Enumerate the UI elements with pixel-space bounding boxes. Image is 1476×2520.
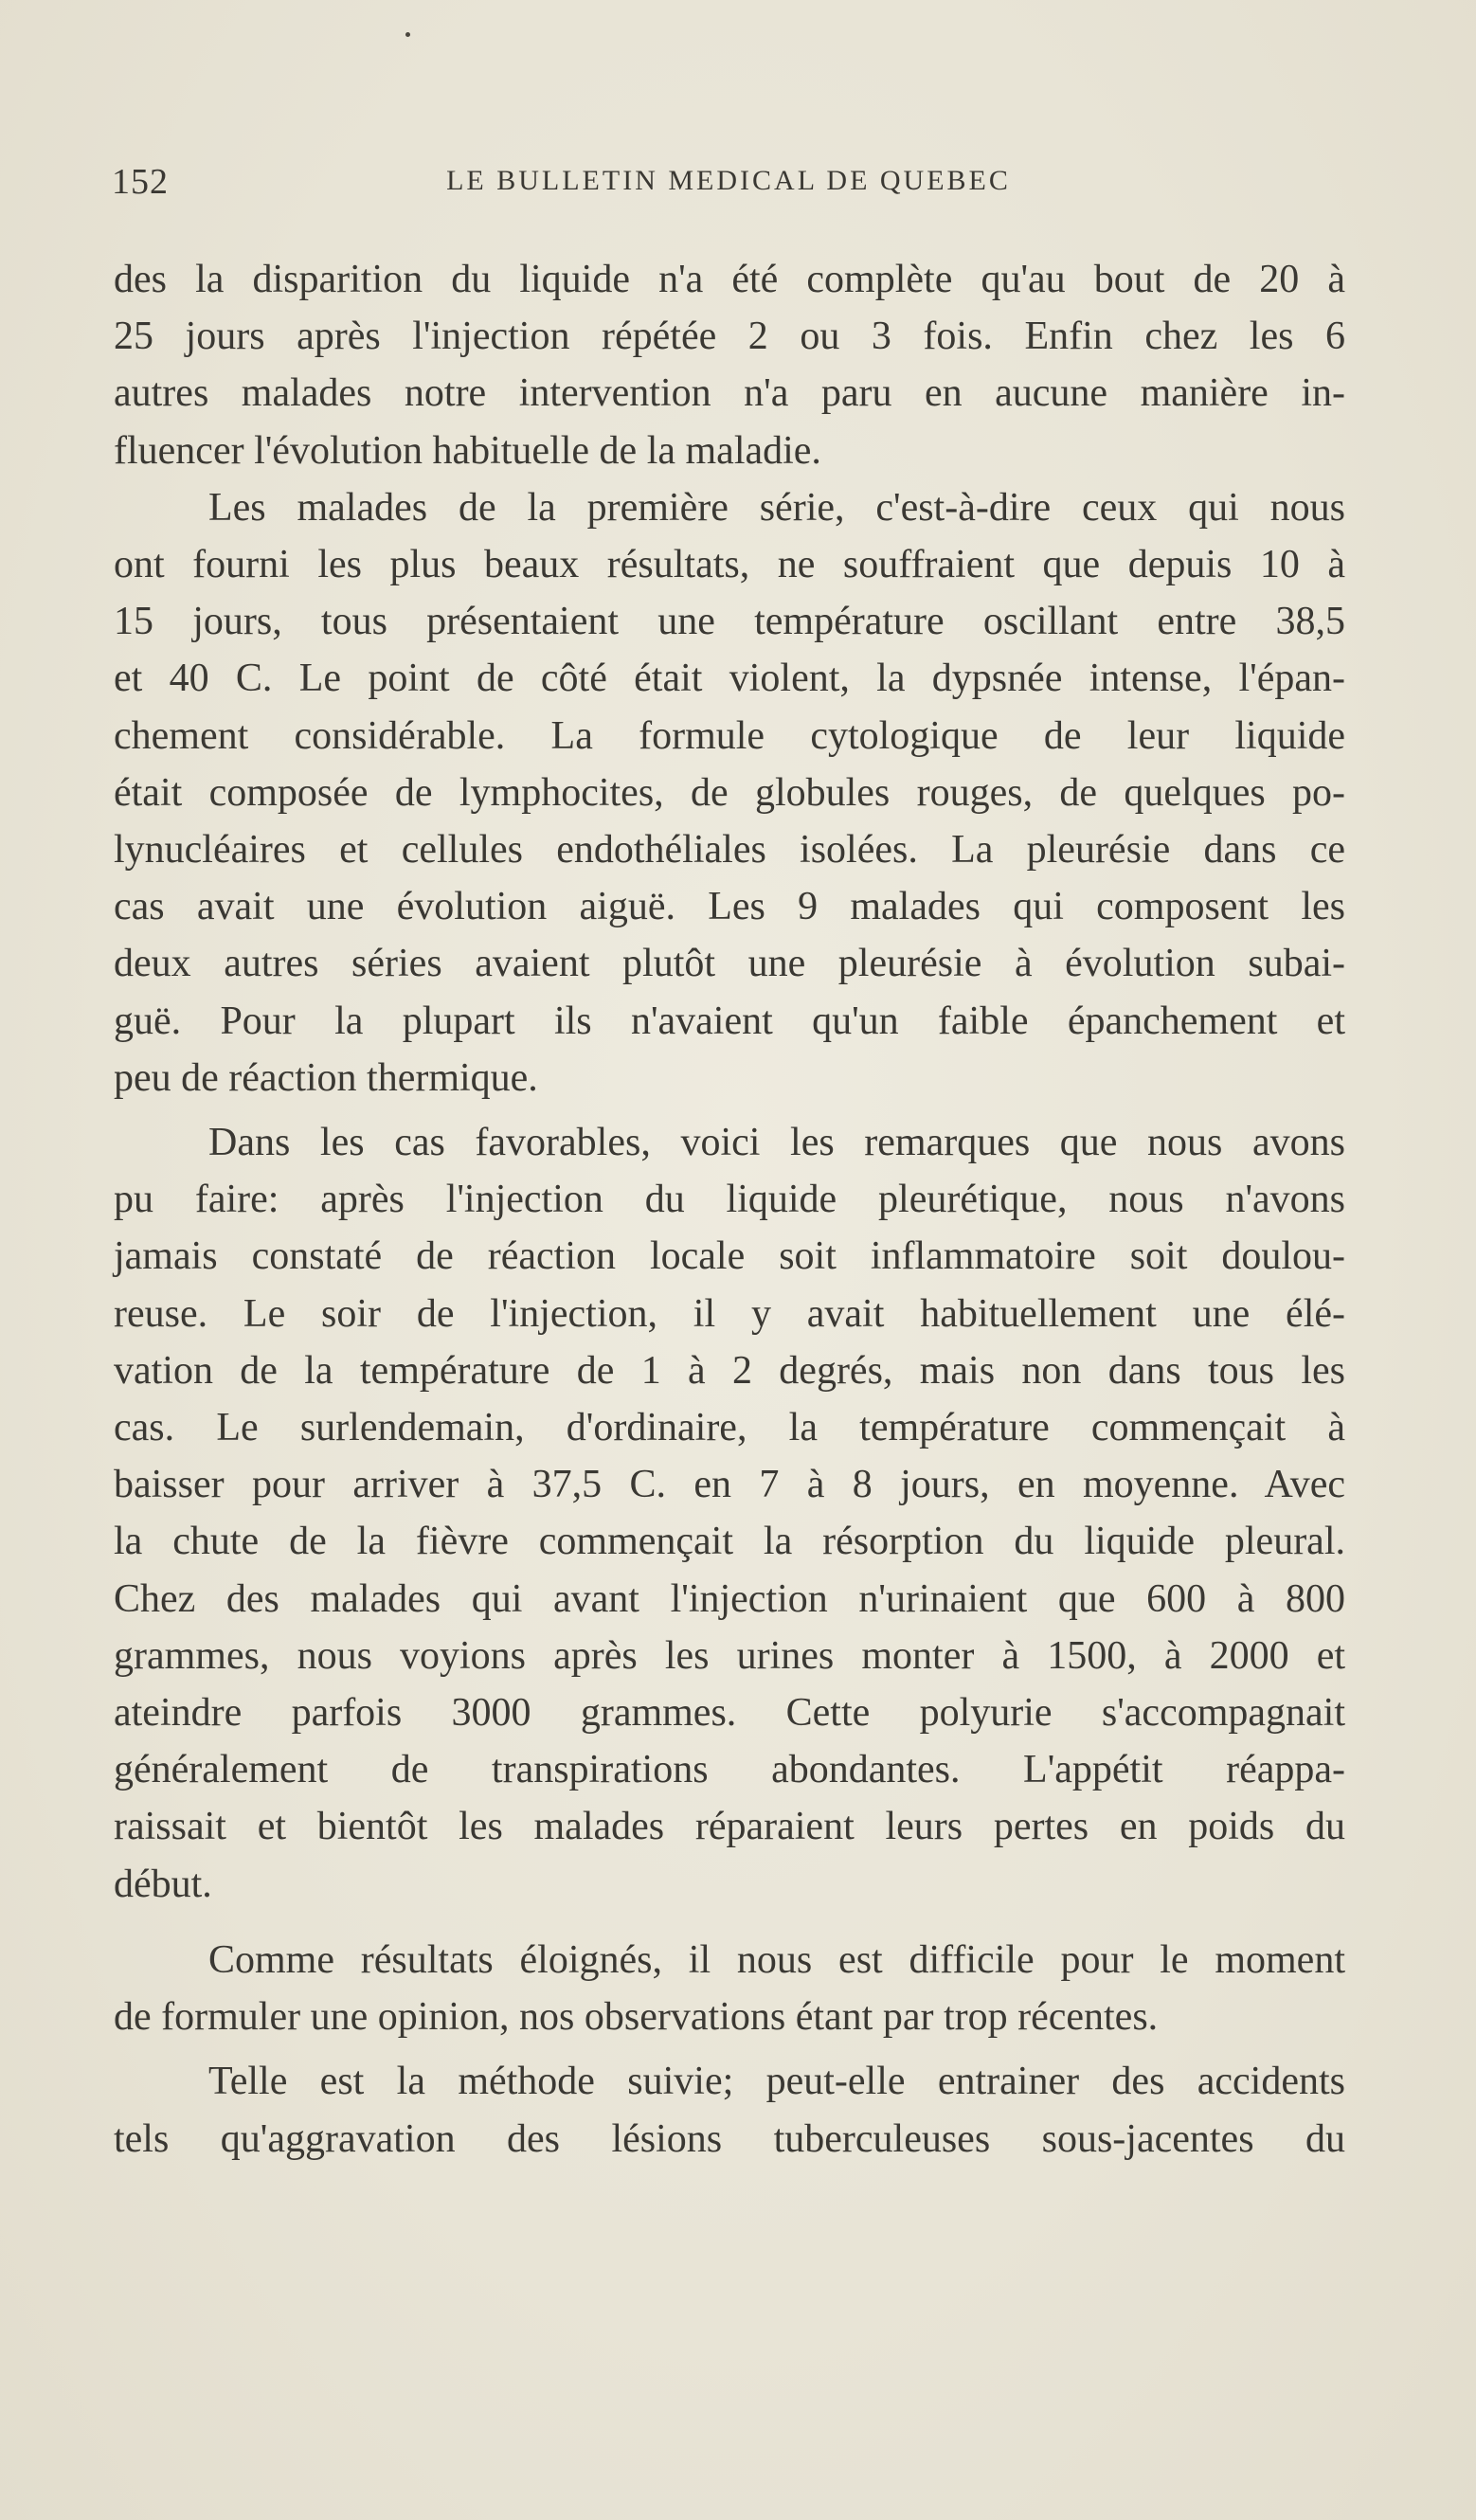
text-line: tels qu'aggravation des lésions tuberculeuses sous-jacentes du <box>114 2116 1345 2161</box>
text-line: la chute de la fièvre commençait la résorption du liquide pleural. <box>114 1520 1345 1564</box>
text-line: vation de la température de 1 à 2 degrés, mais non dans tous les <box>114 1348 1345 1393</box>
text-line: était composée de lymphocites, de globules rouges, de quelques po- <box>114 770 1345 815</box>
body-text <box>114 251 1345 2168</box>
text-line: grammes, nous voyions après les urines monter à 1500, à 2000 et <box>114 1633 1345 1678</box>
text-line: fluencer l'évolution habituelle de la maladie. <box>114 428 821 473</box>
paragraph-4 <box>114 1932 1345 2045</box>
text-line: 15 jours, tous présentaient une température oscillant entre 38,5 <box>114 600 1345 644</box>
text-line: de formuler une opinion, nos observations étant par trop récentes. <box>114 1995 1159 2040</box>
paragraph-3 <box>114 1114 1345 1913</box>
ink-speck <box>405 32 410 37</box>
text-line: ateindre parfois 3000 grammes. Cette polyurie s'accompagnait <box>114 1691 1345 1736</box>
text-line: Dans les cas favorables, voici les remarques que nous avons <box>208 1121 1345 1165</box>
paragraph-2 <box>114 479 1345 1107</box>
text-line: chement considérable. La formule cytologique de leur liquide <box>114 713 1345 758</box>
paragraph-1 <box>114 251 1345 479</box>
text-line: cas. Le surlendemain, d'ordinaire, la température commençait à <box>114 1406 1345 1450</box>
text-line: peu de réaction thermique. <box>114 1055 538 1100</box>
text-line: Comme résultats éloignés, il nous est difficile pour le moment <box>208 1937 1345 1982</box>
text-line: baisser pour arriver à 37,5 C. en 7 à 8 jours, en moyenne. Avec <box>114 1463 1345 1507</box>
text-line: reuse. Le soir de l'injection, il y avait habituellement une élé- <box>114 1291 1345 1336</box>
text-line: Chez des malades qui avant l'injection n'urinaient que 600 à 800 <box>114 1576 1345 1621</box>
text-line: 25 jours après l'injection répétée 2 ou 3 fois. Enfin chez les 6 <box>114 315 1345 359</box>
text-line: lynucléaires et cellules endothéliales isolées. La pleurésie dans ce <box>114 828 1345 873</box>
text-line: autres malades notre intervention n'a paru en aucune manière in- <box>114 371 1345 416</box>
page-header <box>112 161 1345 208</box>
text-line: ont fourni les plus beaux résultats, ne souffraient que depuis 10 à <box>114 543 1345 587</box>
text-line: des la disparition du liquide n'a été complète qu'au bout de 20 à <box>114 258 1345 301</box>
text-line: cas avait une évolution aiguë. Les 9 malades qui composent les <box>114 885 1345 929</box>
text-line: début. <box>114 1862 212 1906</box>
text-line: jamais constaté de réaction locale soit inflammatoire soit doulou- <box>114 1234 1345 1279</box>
text-line: raissait et bientôt les malades réparaient leurs pertes en poids du <box>114 1805 1345 1849</box>
text-line: Les malades de la première série, c'est-à-dire ceux qui nous <box>208 485 1345 530</box>
text-line: guë. Pour la plupart ils n'avaient qu'un faible épanchement et <box>114 999 1345 1043</box>
page-number: 152 <box>112 162 169 202</box>
text-line: Telle est la méthode suivie; peut-elle entrainer des accidents <box>208 2060 1345 2104</box>
text-line: généralement de transpirations abondantes. L'appétit réappa- <box>114 1748 1345 1792</box>
paragraph-5 <box>114 2053 1345 2167</box>
text-line: pu faire: après l'injection du liquide pleurétique, nous n'avons <box>114 1178 1345 1222</box>
running-title: LE BULLETIN MEDICAL DE QUEBEC <box>446 165 1011 196</box>
text-line: deux autres séries avaient plutôt une pleurésie à évolution subai- <box>114 942 1345 986</box>
text-line: et 40 C. Le point de côté était violent, la dypsnée intense, l'épan- <box>114 657 1345 701</box>
